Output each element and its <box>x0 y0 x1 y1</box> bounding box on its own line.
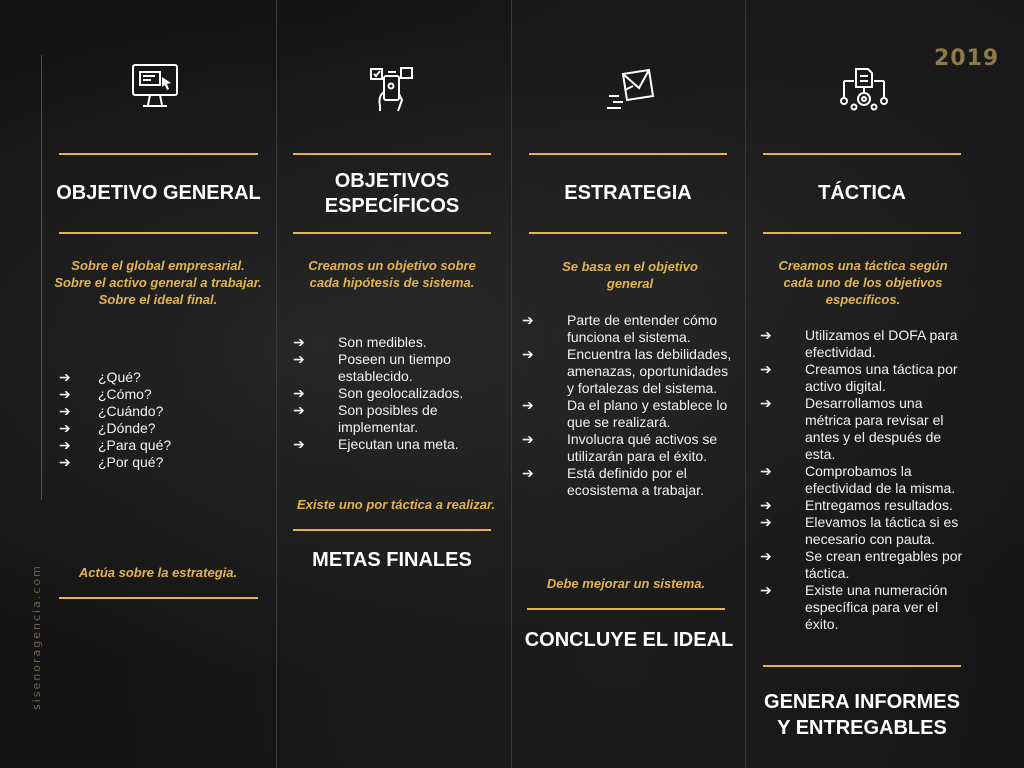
arrow-icon: ➔ <box>760 395 772 411</box>
arrow-icon: ➔ <box>293 385 305 401</box>
column-divider <box>745 0 746 768</box>
column-divider <box>511 0 512 768</box>
divider <box>763 665 961 667</box>
column-subtitle: Creamos una táctica según cada uno de los objetivos específicos. <box>778 258 948 307</box>
monitor-icon <box>131 63 179 109</box>
list-item: ➔ Son medibles. <box>293 334 427 350</box>
column-subtitle: Se basa en el objetivo general <box>562 259 698 291</box>
list-item: ➔ ¿Cuándo? <box>59 403 164 419</box>
list-item: ➔ ¿Por qué? <box>59 454 164 470</box>
mobile-apps-icon <box>368 66 416 112</box>
watermark-text: sisenoragencia.com <box>30 564 43 710</box>
column-footer: Actúa sobre la estrategia. <box>78 565 238 580</box>
arrow-icon: ➔ <box>522 312 534 328</box>
column-subtitle: Creamos un objetivo sobre cada hipótesis de sistema. <box>308 258 476 290</box>
arrow-icon: ➔ <box>59 437 71 453</box>
divider <box>293 153 491 155</box>
column-title: OBJETIVOS ESPECÍFICOS <box>324 170 460 217</box>
list-item: ➔ Encuentra las debilidades, amenazas, oportunidades y fortalezas del sistema. <box>522 346 732 396</box>
column-footer: Existe uno por táctica a realizar. <box>297 497 495 512</box>
divider <box>293 232 491 234</box>
arrow-icon: ➔ <box>293 402 305 418</box>
column-title: OBJETIVO GENERAL <box>56 182 261 204</box>
arrow-icon: ➔ <box>522 346 534 362</box>
arrow-icon: ➔ <box>59 386 71 402</box>
arrow-icon: ➔ <box>760 582 772 598</box>
list-item: ➔ Creamos una táctica por activo digital. <box>760 361 958 394</box>
divider <box>59 597 258 599</box>
strategy-list <box>522 312 734 499</box>
divider <box>763 153 961 155</box>
arrow-icon: ➔ <box>760 463 772 479</box>
list-item: ➔ Son geolocalizados. <box>293 385 464 401</box>
divider <box>59 153 258 155</box>
divider <box>59 232 258 234</box>
arrow-icon: ➔ <box>293 351 305 367</box>
arrow-icon: ➔ <box>760 548 772 564</box>
list-item: ➔ ¿Cómo? <box>59 386 152 402</box>
list-item: ➔ ¿Dónde? <box>59 420 156 436</box>
divider <box>527 608 725 610</box>
column-title: TÁCTICA <box>818 182 906 204</box>
list-item: ➔ Poseen un tiempo establecido. <box>293 351 451 384</box>
column-divider <box>276 0 277 768</box>
list-item: ➔ Ejecutan una meta. <box>293 436 459 452</box>
divider <box>763 232 961 234</box>
list-item: ➔ Está definido por el ecosistema a trabajar. <box>522 465 704 498</box>
list-item: ➔ Existe una numeración específica para ver el éxito. <box>760 582 948 632</box>
watermark <box>30 540 50 710</box>
column-subtitle <box>52 257 264 308</box>
list-item: ➔ Comprobamos la efectividad de la misma. <box>760 463 956 496</box>
column-title: ESTRATEGIA <box>564 182 692 204</box>
document-network-icon <box>840 67 888 111</box>
list-item: ➔ Son posibles de implementar. <box>293 402 438 435</box>
arrow-icon: ➔ <box>760 514 772 530</box>
divider <box>529 153 727 155</box>
arrow-icon: ➔ <box>760 497 772 513</box>
arrow-icon: ➔ <box>522 397 534 413</box>
list-item: ➔ Desarrollamos una métrica para revisar el antes y el después de esta. <box>760 395 944 462</box>
list-item: ➔ Se crean entregables por táctica. <box>760 548 963 581</box>
arrow-icon: ➔ <box>293 436 305 452</box>
divider <box>293 529 491 531</box>
subtitle-line: Sobre el global empresarial. <box>71 258 245 273</box>
arrow-icon: ➔ <box>59 369 71 385</box>
arrow-icon: ➔ <box>522 431 534 447</box>
list-item: ➔ Elevamos la táctica si es necesario con pauta. <box>760 514 959 547</box>
list-item: ➔ ¿Qué? <box>59 369 141 385</box>
arrow-icon: ➔ <box>522 465 534 481</box>
list-item: ➔ ¿Para qué? <box>59 437 172 453</box>
arrow-icon: ➔ <box>760 361 772 377</box>
divider <box>529 232 727 234</box>
subtitle-line: Sobre el ideal final. <box>98 292 218 307</box>
side-accent-line <box>41 55 42 500</box>
list-item: ➔ Parte de entender cómo funciona el sistema. <box>522 312 718 345</box>
list-item: ➔ Entregamos resultados. <box>760 497 953 513</box>
arrow-icon: ➔ <box>59 403 71 419</box>
subtitle-line: Sobre el activo general a trabajar. <box>54 275 262 290</box>
year-label: 2019 <box>934 46 1000 71</box>
arrow-icon: ➔ <box>59 420 71 436</box>
arrow-icon: ➔ <box>293 334 305 350</box>
tactic-list <box>760 327 966 633</box>
list-item: ➔ Involucra qué activos se utilizarán para el éxito. <box>522 431 718 464</box>
bottom-title: GENERA INFORMES Y ENTREGABLES <box>764 691 960 739</box>
bottom-title: CONCLUYE EL IDEAL <box>524 629 734 651</box>
feature-list <box>293 334 489 453</box>
arrow-icon: ➔ <box>760 327 772 343</box>
column-footer: Debe mejorar un sistema. <box>546 576 706 591</box>
arrow-icon: ➔ <box>59 454 71 470</box>
question-list <box>59 369 259 471</box>
list-item: ➔ Utilizamos el DOFA para efectividad. <box>760 327 958 360</box>
envelope-send-icon <box>605 66 657 112</box>
bottom-title: METAS FINALES <box>312 549 472 571</box>
list-item: ➔ Da el plano y establece lo que se realizará. <box>522 397 728 430</box>
